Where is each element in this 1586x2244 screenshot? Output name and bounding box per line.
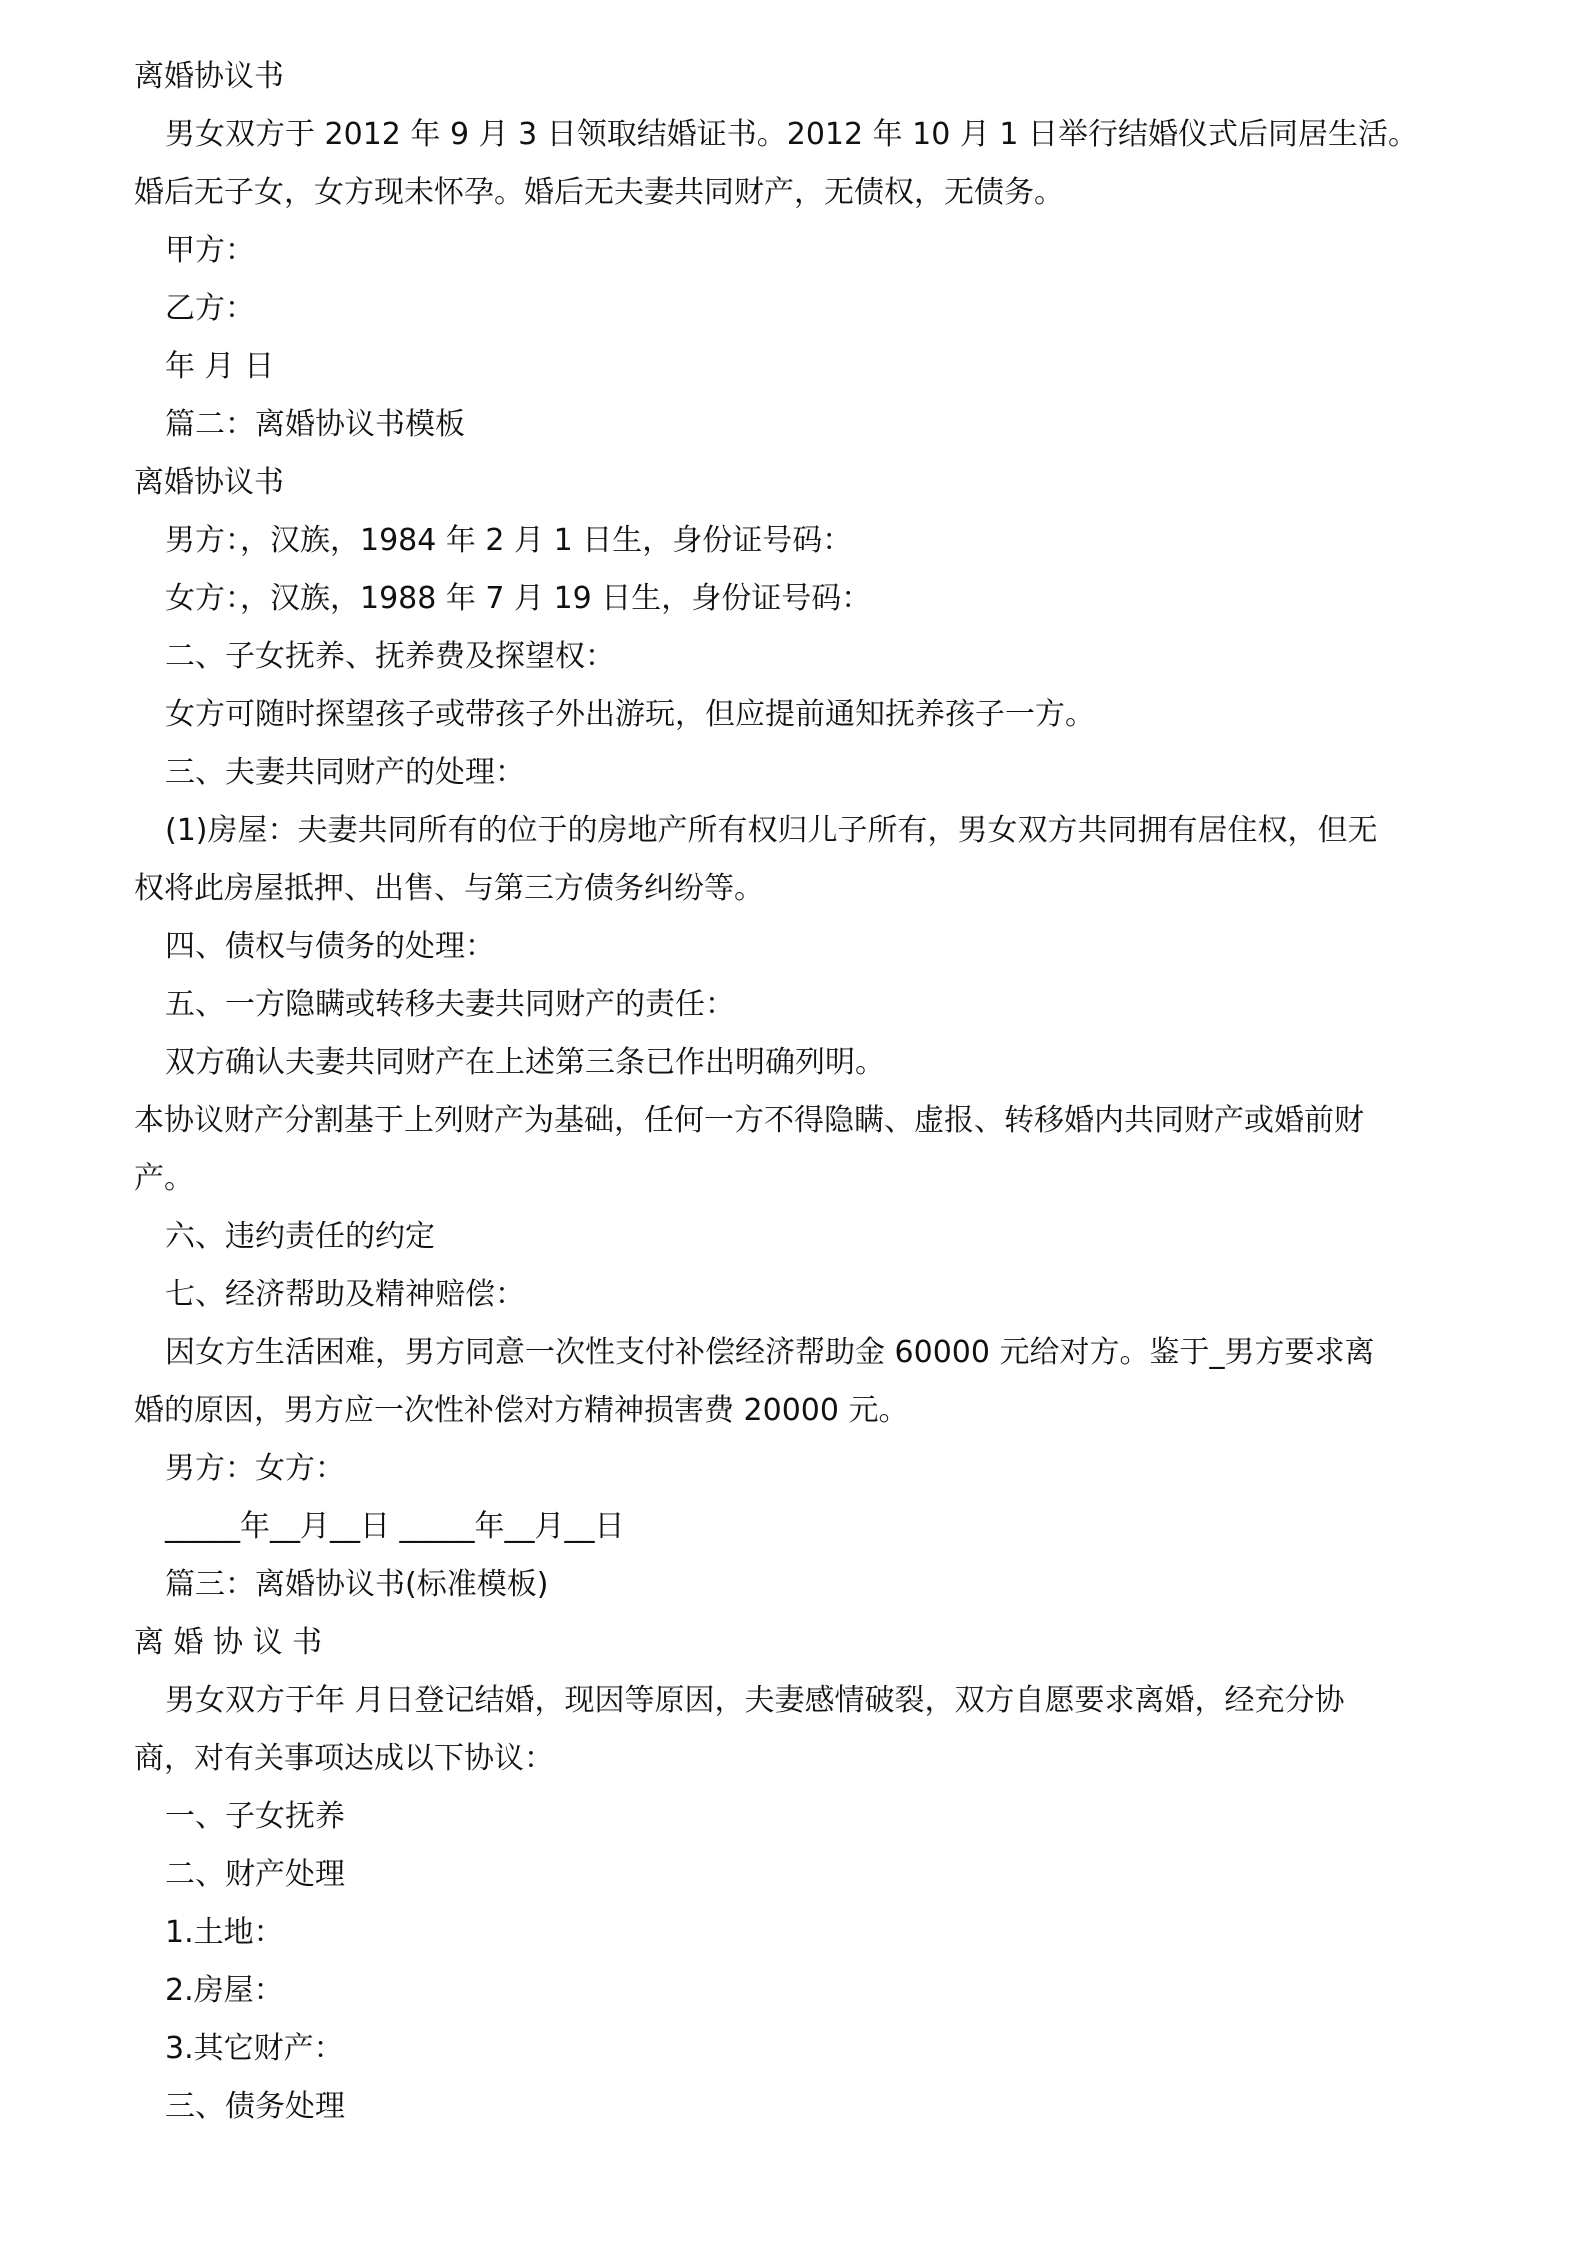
party-a-label: 甲方： (165, 233, 255, 268)
clause-heading: 二、子女抚养、抚养费及探望权： (165, 639, 615, 674)
clause-heading: 三、夫妻共同财产的处理： (165, 755, 525, 790)
paragraph-line: 男女双方于 2012 年 9 月 3 日领取结婚证书。2012 年 10 月 1 日举行结婚仪式后同居生活。 (165, 117, 1419, 152)
paragraph-line: 女方：，汉族，1988 年 7 月 19 日生，身份证号码： (165, 581, 872, 616)
signature-line: 男方：女方： (165, 1451, 345, 1486)
clause-heading: 四、债权与债务的处理： (165, 929, 495, 964)
clause-heading: 三、债务处理 (165, 2089, 345, 2124)
paragraph-line: 商，对有关事项达成以下协议： (134, 1741, 554, 1776)
paragraph-line: (1)房屋：夫妻共同所有的位于的房地产所有权归儿子所有，男女双方共同拥有居住权，但无 (165, 813, 1378, 848)
document-body (134, 48, 1464, 2136)
paragraph-line: 婚后无子女，女方现未怀孕。婚后无夫妻共同财产，无债权，无债务。 (134, 175, 1064, 210)
document-title: 离 婚 协 议 书 (134, 1625, 323, 1660)
clause-heading: 六、违约责任的约定 (165, 1219, 435, 1254)
list-item: 1.土地： (165, 1915, 284, 1950)
party-b-label: 乙方： (165, 291, 255, 326)
list-item: 2.房屋： (165, 1973, 284, 2008)
paragraph-line: 因女方生活困难，男方同意一次性支付补偿经济帮助金 60000 元给对方。鉴于_男方要求离 (165, 1335, 1375, 1370)
paragraph-line: 男方：，汉族，1984 年 2 月 1 日生，身份证号码： (165, 523, 853, 558)
paragraph-line: 权将此房屋抵押、出售、与第三方债务纠纷等。 (134, 871, 764, 906)
clause-heading: 一、子女抚养 (165, 1799, 345, 1834)
date-line: 年 月 日 (165, 349, 275, 384)
clause-heading: 七、经济帮助及精神赔偿： (165, 1277, 525, 1312)
clause-heading: 五、一方隐瞒或转移夫妻共同财产的责任： (165, 987, 735, 1022)
paragraph-line: 女方可随时探望孩子或带孩子外出游玩，但应提前通知抚养孩子一方。 (165, 697, 1095, 732)
section-heading: 篇二：离婚协议书模板 (165, 407, 465, 442)
clause-heading: 二、财产处理 (165, 1857, 345, 1892)
section-heading: 篇三：离婚协议书(标准模板) (165, 1567, 549, 1602)
document-title: 离婚协议书 (134, 465, 284, 500)
paragraph-line: 本协议财产分割基于上列财产为基础，任何一方不得隐瞒、虚报、转移婚内共同财产或婚前财 (134, 1103, 1364, 1138)
document-title: 离婚协议书 (134, 59, 284, 94)
paragraph-line: 双方确认夫妻共同财产在上述第三条已作出明确列明。 (165, 1045, 885, 1080)
paragraph-line: 婚的原因，男方应一次性补偿对方精神损害费 20000 元。 (134, 1393, 909, 1428)
list-item: 3.其它财产： (165, 2031, 344, 2066)
date-line: _____年__月__日 _____年__月__日 (165, 1509, 625, 1544)
paragraph-line: 产。 (134, 1161, 194, 1196)
paragraph-line: 男女双方于年 月日登记结婚，现因等原因，夫妻感情破裂，双方自愿要求离婚，经充分协 (165, 1683, 1345, 1718)
